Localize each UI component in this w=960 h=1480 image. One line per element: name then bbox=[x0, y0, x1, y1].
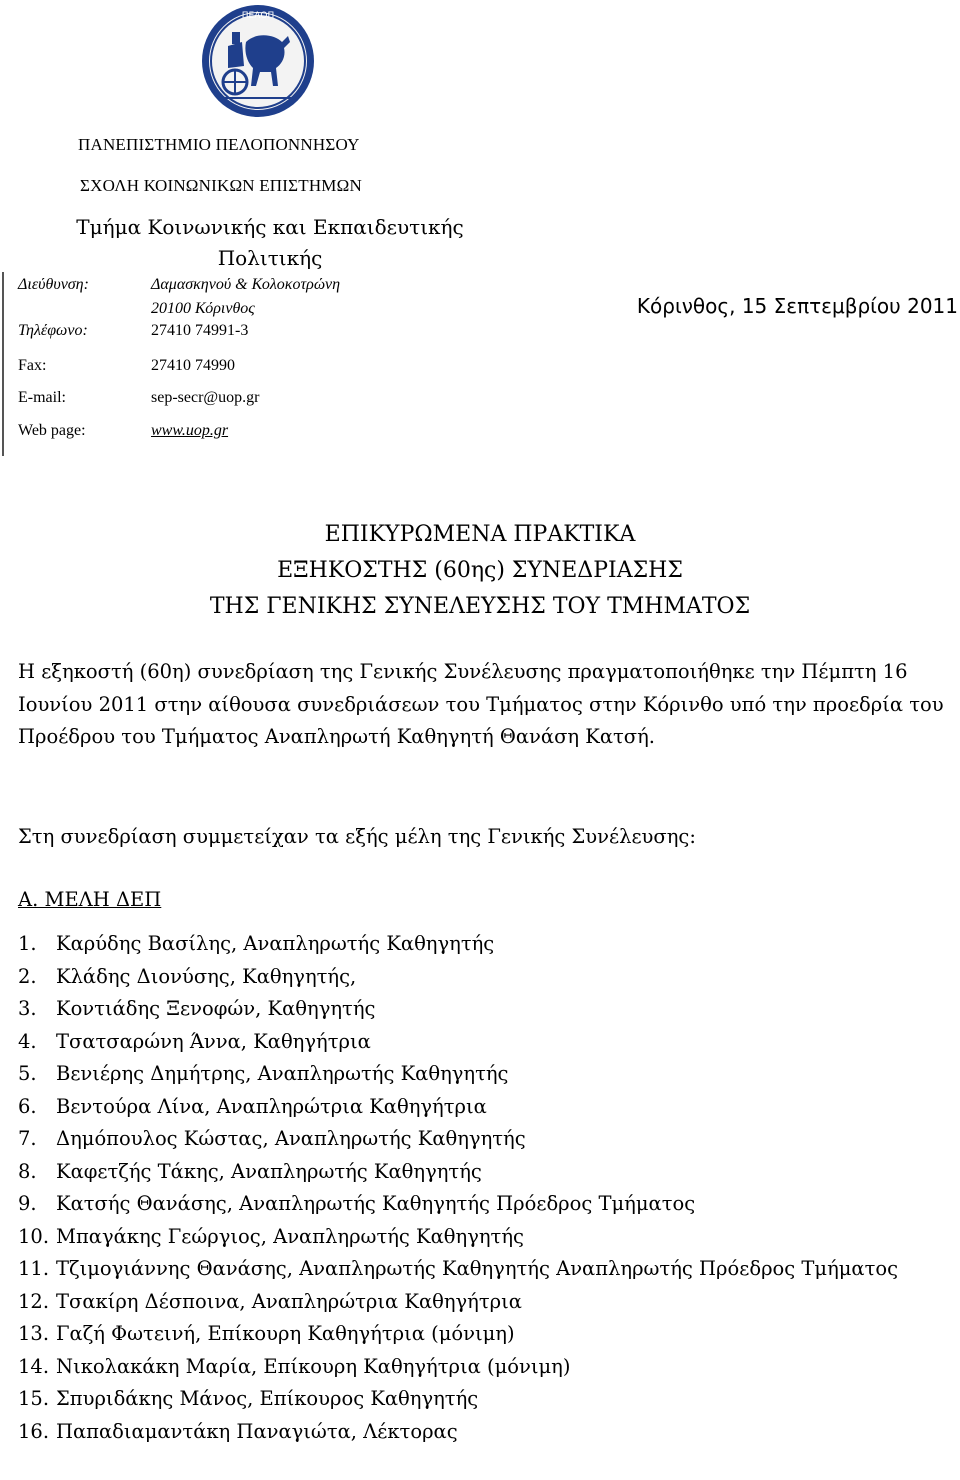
list-item-text: Τσατσαρώνη Άννα, Καθηγήτρια bbox=[56, 1029, 371, 1053]
title-line-3: ΤΗΣ ΓΕΝΙΚΗΣ ΣΥΝΕΛΕΥΣΗΣ ΤΟΥ ΤΜΗΜΑΤΟΣ bbox=[209, 594, 751, 619]
list-item bbox=[18, 1091, 936, 1124]
list-item-number: 10. bbox=[18, 1224, 50, 1248]
fax-label: Fax: bbox=[18, 357, 47, 374]
list-item-number: 14. bbox=[18, 1354, 50, 1378]
list-item bbox=[18, 1286, 936, 1319]
list-item bbox=[18, 1383, 936, 1416]
email-label: E-mail: bbox=[18, 389, 66, 406]
phone-label: Τηλέφωνο: bbox=[18, 322, 88, 339]
list-item bbox=[18, 1351, 936, 1384]
list-item-number: 7. bbox=[18, 1127, 37, 1150]
list-item-number: 3. bbox=[18, 997, 37, 1020]
department-line-2: Πολιτικής bbox=[217, 246, 323, 270]
list-item-number: 11. bbox=[18, 1257, 50, 1280]
list-item-text: Γαζή Φωτεινή, Επίκουρη Καθηγήτρια (μόνιμη) bbox=[56, 1322, 515, 1345]
web-link[interactable]: www.uop.gr bbox=[151, 422, 229, 439]
school-name: ΣΧΟΛΗ ΚΟΙΝΩΝΙΚΩΝ ΕΠΙΣΤΗΜΩΝ bbox=[80, 176, 362, 195]
seal-rim-text: ΠΕΛΟΠ bbox=[241, 11, 275, 21]
list-item-text: Τσακίρη Δέσποινα, Αναπληρώτρια Καθηγήτρια bbox=[56, 1289, 522, 1313]
list-item bbox=[18, 928, 936, 961]
document-date: Κόρινθος, 15 Σεπτεμβρίου 2011 bbox=[636, 294, 958, 318]
list-item-text: Βενιέρης Δημήτρης, Αναπληρωτής Καθηγητής bbox=[56, 1062, 509, 1085]
list-item-text: Βεντούρα Λίνα, Αναπληρώτρια Καθηγήτρια bbox=[56, 1094, 487, 1118]
list-item-text: Σπυριδάκης Μάνος, Επίκουρος Καθηγητής bbox=[56, 1387, 479, 1410]
list-item bbox=[18, 1253, 936, 1286]
section-heading bbox=[18, 884, 948, 917]
address-line-2: 20100 Κόρινθος bbox=[151, 300, 255, 317]
chariot-seal-icon bbox=[198, 2, 318, 120]
address-line-1: Δαμασκηνού & Κολοκοτρώνη bbox=[151, 276, 341, 293]
address-label: Διεύθυνση: bbox=[18, 276, 89, 293]
list-item bbox=[18, 1188, 936, 1221]
list-item bbox=[18, 1058, 936, 1091]
list-item bbox=[18, 1156, 936, 1189]
members-list bbox=[18, 928, 936, 1448]
list-item-number: 4. bbox=[18, 1029, 37, 1053]
list-item-number: 9. bbox=[18, 1192, 37, 1215]
participants-intro: Στη συνεδρίαση συμμετείχαν τα εξής μέλη της Γενικής Συνέλευσης: bbox=[18, 825, 696, 848]
list-item-number: 8. bbox=[18, 1159, 37, 1183]
email-value[interactable]: sep-secr@uop.gr bbox=[151, 389, 260, 406]
list-item-number: 1. bbox=[18, 932, 37, 955]
list-item bbox=[18, 1318, 936, 1351]
department-name bbox=[30, 212, 510, 274]
list-item-number: 5. bbox=[18, 1062, 37, 1085]
list-item-text: Καρύδης Βασίλης, Αναπληρωτής Καθηγητής bbox=[56, 932, 495, 955]
list-item bbox=[18, 993, 936, 1026]
list-item-text: Τζιμογιάννης Θανάσης, Αναπληρωτής Καθηγητής Αναπληρωτής Πρόεδρος Τμήματος bbox=[56, 1257, 899, 1280]
list-item-number: 16. bbox=[18, 1419, 50, 1443]
list-item-text: Δημόπουλος Κώστας, Αναπληρωτής Καθηγητής bbox=[56, 1127, 526, 1150]
phone-value: 27410 74991-3 bbox=[151, 322, 249, 339]
list-item-number: 2. bbox=[18, 964, 37, 988]
list-item-text: Μπαγάκης Γεώργιος, Αναπληρωτής Καθηγητής bbox=[56, 1224, 524, 1248]
fax-value: 27410 74990 bbox=[151, 357, 235, 374]
department-line-1: Τμήμα Κοινωνικής και Εκπαιδευτικής bbox=[76, 215, 464, 239]
list-item-number: 13. bbox=[18, 1322, 50, 1345]
list-item bbox=[18, 1416, 936, 1449]
list-item-text: Κλάδης Διονύσης, Καθηγητής, bbox=[56, 964, 357, 988]
title-line-2: ΕΞΗΚΟΣΤΗΣ (60ης) ΣΥΝΕΔΡΙΑΣΗΣ bbox=[277, 558, 683, 583]
web-label: Web page: bbox=[18, 422, 86, 439]
list-item-number: 15. bbox=[18, 1387, 50, 1410]
university-name: ΠΑΝΕΠΙΣΤΗΜΙΟ ΠΕΛΟΠΟΝΝΗΣΟΥ bbox=[78, 135, 360, 154]
intro-paragraph: Η εξηκοστή (60η) συνεδρίαση της Γενικής Συνέλευσης πραγματοποιήθηκε την Πέμπτη 16 Ιουνίου 2011 στην αίθουσα συνεδριάσεων του Τμήματος στην Κόρινθο υπό την προεδρία του Προέδρου του Τμήματος Αναπληρωτή Καθηγητή Θανάση Κατσή. bbox=[18, 660, 944, 748]
contact-divider-line bbox=[2, 272, 4, 456]
list-item-text: Κοντιάδης Ξενοφών, Καθηγητής bbox=[56, 997, 376, 1020]
university-logo bbox=[198, 2, 318, 120]
title-line-1: ΕΠΙΚΥΡΩΜΕΝΑ ΠΡΑΚΤΙΚΑ bbox=[324, 522, 636, 547]
list-item bbox=[18, 961, 936, 994]
list-item bbox=[18, 1026, 936, 1059]
list-item-number: 12. bbox=[18, 1289, 50, 1313]
list-item-text: Κατσής Θανάσης, Αναπληρωτής Καθηγητής Πρόεδρος Τμήματος bbox=[56, 1192, 696, 1215]
list-item-text: Καφετζής Τάκης, Αναπληρωτής Καθηγητής bbox=[56, 1159, 482, 1183]
list-item-text: Νικολακάκη Μαρία, Επίκουρη Καθηγήτρια (μόνιμη) bbox=[56, 1354, 571, 1378]
list-item-number: 6. bbox=[18, 1094, 37, 1118]
list-item bbox=[18, 1221, 936, 1254]
list-item bbox=[18, 1123, 936, 1156]
list-item-text: Παπαδιαμαντάκη Παναγιώτα, Λέκτορας bbox=[56, 1419, 458, 1443]
section-heading-text: Α. ΜΕΛΗ ΔΕΠ bbox=[18, 888, 162, 911]
